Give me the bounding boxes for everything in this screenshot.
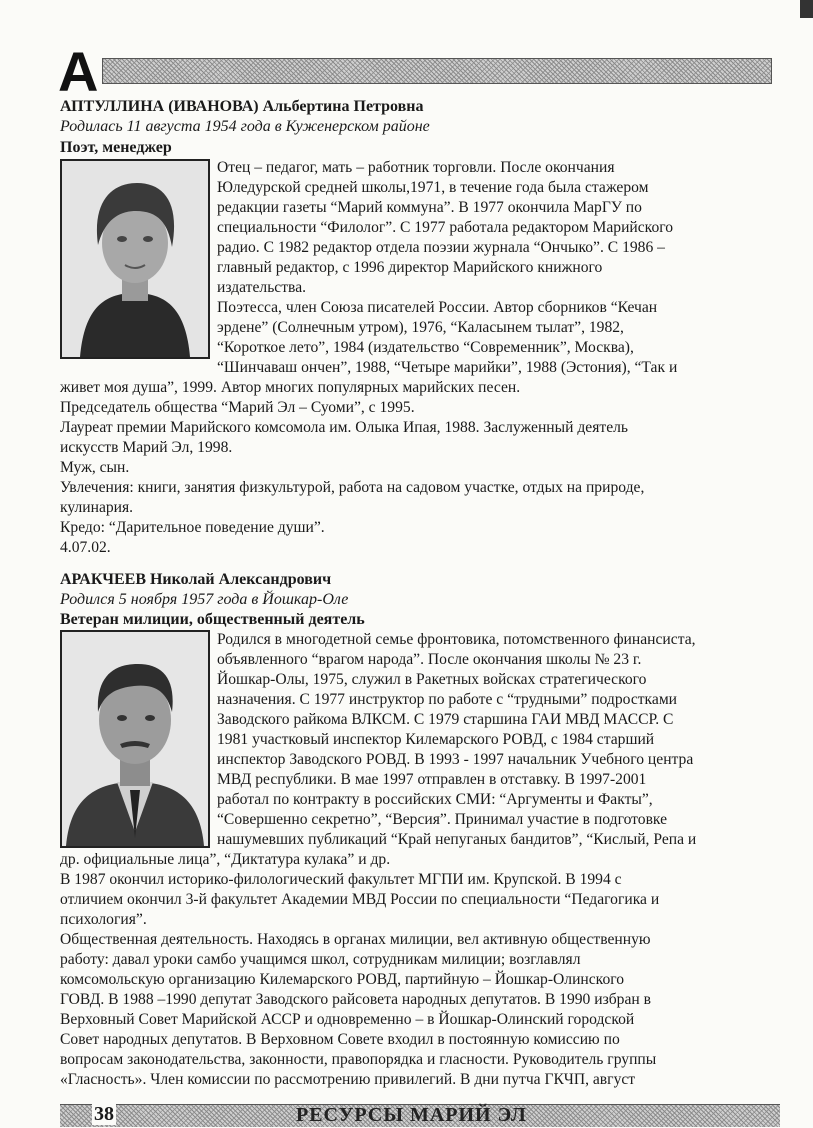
entry-2-line-11: нашумевших публикаций “Край непуганых бандитов”, “Кислый, Репа и xyxy=(217,831,697,848)
entry-2-line-21: Совет народных депутатов. В Верховном Совете входил в постоянную комиссию по xyxy=(60,1031,620,1048)
footer-title: РЕСУРСЫ МАРИЙ ЭЛ xyxy=(296,1104,527,1126)
entry-2-line-20: Верховный Совет Марийской АССР и одновременно – в Йошкар-Олинский городской xyxy=(60,1011,635,1028)
section-letter: А xyxy=(58,40,99,103)
entry-1-born: Родилась 11 августа 1954 года в Куженерском районе xyxy=(60,118,430,135)
entry-1-line-6: главный редактор, с 1996 директор Марийского книжного xyxy=(217,259,603,276)
entry-2-portrait xyxy=(60,630,210,848)
entry-2-line-8: МВД республики. В мае 1997 отправлен в отставку. В 1997-2001 xyxy=(217,771,647,788)
entry-1-line-2: Юледурской средней школы,1971, в течение года была стажером xyxy=(217,179,649,196)
entry-1-line-8: Поэтесса, член Союза писателей России. Автор сборников “Кечан xyxy=(217,299,658,316)
entry-1-line-14: Лауреат премии Марийского комсомола им. Олыка Ипая, 1988. Заслуженный деятель xyxy=(60,419,629,436)
entry-2-line-2: объявленного “врагом народа”. После окончания школы № 23 г. xyxy=(217,651,642,668)
entry-2-role: Ветеран милиции, общественный деятель xyxy=(60,611,365,628)
entry-2-line-19: ГОВД. В 1988 –1990 депутат Заводского райсовета народных депутатов. В 1990 избран в xyxy=(60,991,652,1008)
entry-2-line-14: отличием окончил 3-й факультет Академии МВД России по специальности “Педагогика и xyxy=(60,891,660,908)
entry-2-line-10: “Совершенно секретно”, “Версия”. Принимал участие в подготовке xyxy=(217,811,668,828)
entry-1-line-13: Председатель общества “Марий Эл – Суоми”, с 1995. xyxy=(60,399,415,416)
entry-2-line-7: инспектор Заводского РОВД. В 1993 - 1997 начальник Учебного центра xyxy=(217,751,694,768)
entry-1-role: Поэт, менеджер xyxy=(60,139,172,156)
entry-1-line-20: 4.07.02. xyxy=(60,539,111,556)
page-number: 38 xyxy=(94,1103,114,1125)
entry-2-line-18: комсомольскую организацию Килемарского РОВД, партийную – Йошкар-Олинского xyxy=(60,971,625,988)
entry-2-line-15: психология”. xyxy=(60,911,147,928)
entry-2-line-23: «Гласность». Член комиссии по рассмотрению привилегий. В дни путча ГКЧП, август xyxy=(60,1071,636,1088)
entry-2-name: АРАКЧЕЕВ Николай Александрович xyxy=(60,571,332,588)
entry-1-line-12: живет моя душа”, 1999. Автор многих популярных марийских песен. xyxy=(60,379,521,396)
entry-2-line-22: вопросам законодательства, законности, правопорядка и гласности. Руководитель группы xyxy=(60,1051,657,1068)
entry-1-line-19: Кредо: “Дарительное поведение души”. xyxy=(60,519,325,536)
entry-1-line-11: “Шинчаваш ончен”, 1988, “Четыре марийки”, 1988 (Эстония), “Так и xyxy=(217,359,678,376)
entry-1-line-10: “Короткое лето”, 1984 (издательство “Современник”, Москва), xyxy=(217,339,634,356)
entry-2-line-6: 1981 участковый инспектор Килемарского РОВД, с 1984 старший xyxy=(217,731,655,748)
entry-1-line-1: Отец – педагог, мать – работник торговли. После окончания xyxy=(217,159,615,176)
entry-1-line-7: издательства. xyxy=(217,279,307,296)
entry-1-line-17: Увлечения: книги, занятия физкультурой, работа на садовом участке, отдых на природе, xyxy=(60,479,645,496)
entry-2-line-17: работу: давал уроки самбо учащимся школ, сотрудникам милиции; возглавлял xyxy=(60,951,581,968)
entry-1-portrait-image xyxy=(62,161,208,357)
entry-2-line-12: др. официальные лица”, “Диктатура кулака” и др. xyxy=(60,851,391,868)
entry-1-line-9: эрдене” (Солнечным утром), 1976, “Каласынем тылат”, 1982, xyxy=(217,319,624,336)
entry-2-line-3: Йошкар-Олы, 1975, служил в Ракетных войсках стратегического xyxy=(217,671,647,688)
entry-1-line-5: радио. С 1982 редактор отдела поэзии журнала “Ончыко”. С 1986 – xyxy=(217,239,665,256)
entry-1-line-16: Муж, сын. xyxy=(60,459,130,476)
entry-2-line-9: работал по контракту в российских СМИ: “Аргументы и Факты”, xyxy=(217,791,653,808)
entry-1-line-15: искусств Марий Эл, 1998. xyxy=(60,439,233,456)
section-header-band xyxy=(102,58,772,84)
entry-1-portrait xyxy=(60,159,210,359)
entry-1-line-18: кулинария. xyxy=(60,499,134,516)
entry-2-line-16: Общественная деятельность. Находясь в органах милиции, вел активную общественную xyxy=(60,931,651,948)
entry-2-portrait-image xyxy=(62,632,208,846)
entry-2-born: Родился 5 ноября 1957 года в Йошкар-Оле xyxy=(60,591,349,608)
entry-1-name: АПТУЛЛИНА (ИВАНОВА) Альбертина Петровна xyxy=(60,98,424,115)
scan-margin-mark xyxy=(800,0,813,18)
entry-1-line-3: редакции газеты “Марий коммуна”. В 1977 окончила МарГУ по xyxy=(217,199,642,216)
entry-2-line-13: В 1987 окончил историко-филологический факультет МГПИ им. Крупской. В 1994 с xyxy=(60,871,622,888)
entry-2-line-1: Родился в многодетной семье фронтовика, потомственного финансиста, xyxy=(217,631,696,648)
entry-2-line-5: Заводского райкома ВЛКСМ. С 1979 старшина ГАИ МВД МАССР. С xyxy=(217,711,674,728)
entry-2-line-4: назначения. С 1977 инструктор по работе с “трудными” подростками xyxy=(217,691,678,708)
entry-1-line-4: специальности “Филолог”. С 1977 работала редактором Марийского xyxy=(217,219,674,236)
